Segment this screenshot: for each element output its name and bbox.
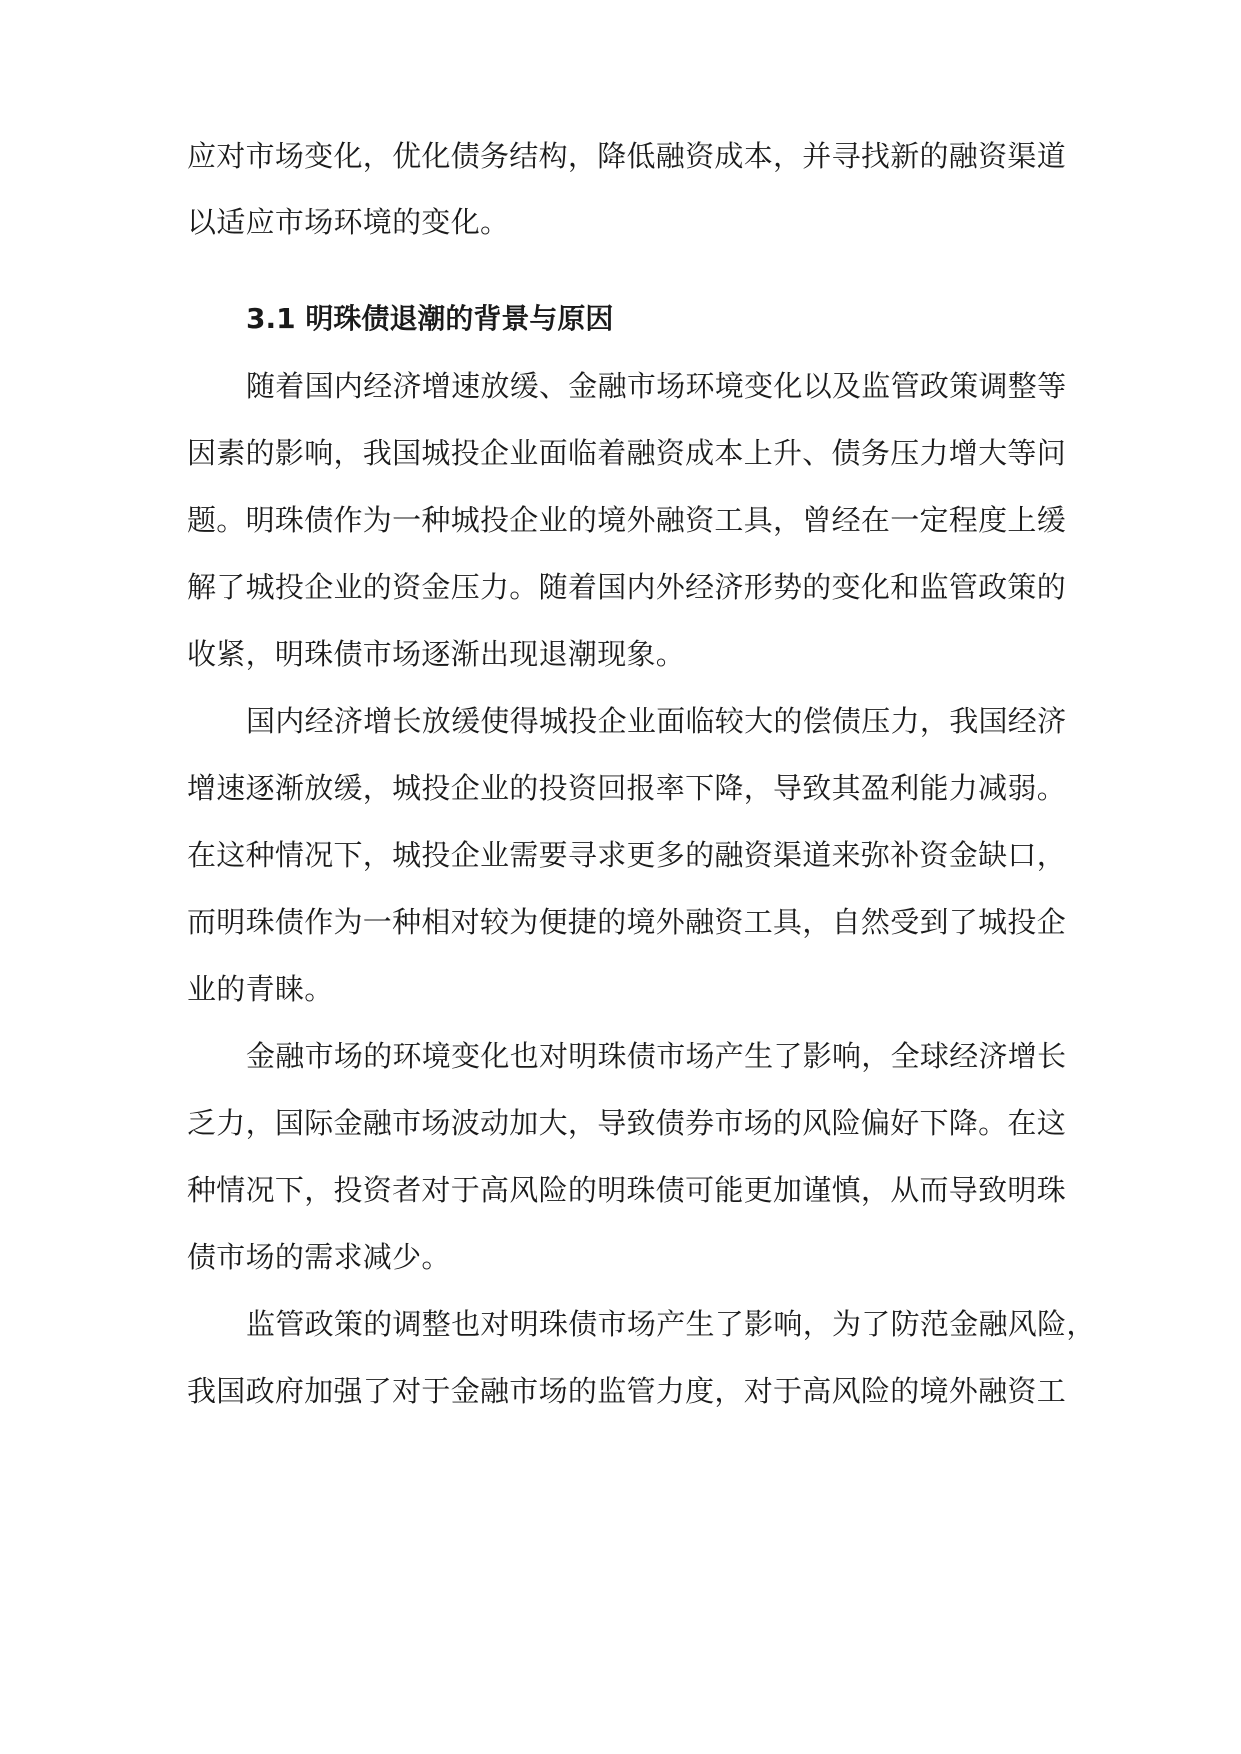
paragraph-line: 收紧，明珠债市场逐渐出现退潮现象。 bbox=[187, 637, 686, 671]
paragraph-line: 国内经济增长放缓使得城投企业面临较大的偿债压力，我国经济 bbox=[246, 704, 1067, 738]
paragraph-line: 因素的影响，我国城投企业面临着融资成本上升、债务压力增大等问 bbox=[187, 436, 1067, 470]
paragraph-line: 种情况下，投资者对于高风险的明珠债可能更加谨慎，从而导致明珠 bbox=[187, 1173, 1067, 1207]
paragraph-line: 解了城投企业的资金压力。随着国内外经济形势的变化和监管政策的 bbox=[187, 570, 1067, 604]
paragraph-line: 金融市场的环境变化也对明珠债市场产生了影响，全球经济增长 bbox=[246, 1039, 1067, 1073]
intro-line: 应对市场变化，优化债务结构，降低融资成本，并寻找新的融资渠道 bbox=[187, 139, 1067, 173]
intro-line: 以适应市场环境的变化。 bbox=[187, 205, 510, 239]
paragraph-line: 乏力，国际金融市场波动加大，导致债券市场的风险偏好下降。在这 bbox=[187, 1106, 1067, 1140]
paragraph-line: 监管政策的调整也对明珠债市场产生了影响，为了防范金融风险， bbox=[246, 1307, 1096, 1341]
paragraph-line: 债市场的需求减少。 bbox=[187, 1240, 451, 1274]
paragraph-line: 增速逐渐放缓，城投企业的投资回报率下降，导致其盈利能力减弱。 bbox=[187, 771, 1067, 805]
paragraph-line: 题。明珠债作为一种城投企业的境外融资工具，曾经在一定程度上缓 bbox=[187, 503, 1067, 537]
paragraph-line: 业的青睐。 bbox=[187, 972, 334, 1006]
paragraph-line: 而明珠债作为一种相对较为便捷的境外融资工具，自然受到了城投企 bbox=[187, 905, 1067, 939]
paragraph-line: 在这种情况下，城投企业需要寻求更多的融资渠道来弥补资金缺口， bbox=[187, 838, 1067, 872]
paragraph-line: 随着国内经济增速放缓、金融市场环境变化以及监管政策调整等 bbox=[246, 369, 1067, 403]
section-heading: 3.1 明珠债退潮的背景与原因 bbox=[246, 302, 614, 335]
paragraph-line: 我国政府加强了对于金融市场的监管力度，对于高风险的境外融资工 bbox=[187, 1374, 1067, 1408]
